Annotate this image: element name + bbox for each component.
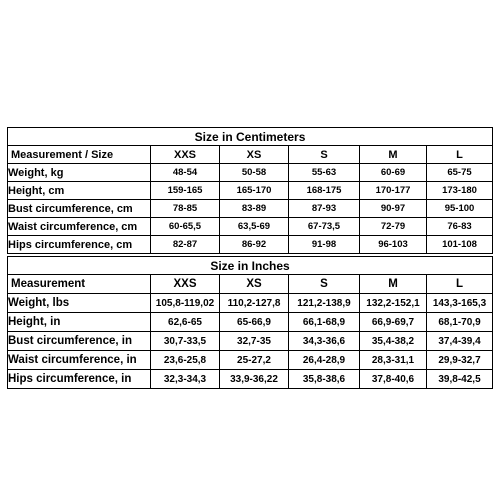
column-header-xxs: XXS [151, 146, 220, 164]
column-header-l: L [427, 146, 493, 164]
table-cell: 23,6-25,8 [151, 351, 220, 370]
table-title: Size in Inches [8, 257, 493, 275]
table-cell: 28,3-31,1 [360, 351, 427, 370]
row-label: Hips circumference, in [8, 370, 151, 389]
row-label: Waist circumference, in [8, 351, 151, 370]
table-cell: 37,4-39,4 [427, 332, 493, 351]
table-cell: 110,2-127,8 [220, 294, 289, 313]
table-row [8, 313, 493, 332]
table-cell: 159-165 [151, 182, 220, 200]
table-cell: 55-63 [289, 164, 360, 182]
column-header-xxs: XXS [151, 275, 220, 294]
table-cell: 165-170 [220, 182, 289, 200]
table-cell: 90-97 [360, 200, 427, 218]
table-cell: 26,4-28,9 [289, 351, 360, 370]
table-cell: 173-180 [427, 182, 493, 200]
table-cell: 105,8-119,02 [151, 294, 220, 313]
table-cell: 170-177 [360, 182, 427, 200]
column-header-xs: XS [220, 146, 289, 164]
table-cell: 62,6-65 [151, 313, 220, 332]
table-cell: 68,1-70,9 [427, 313, 493, 332]
row-label: Waist circumference, cm [8, 218, 151, 236]
column-header-measurement: Measurement / Size [8, 146, 151, 164]
table-cell: 76-83 [427, 218, 493, 236]
table-row [8, 218, 493, 236]
table-cell: 132,2-152,1 [360, 294, 427, 313]
table-cell: 143,3-165,3 [427, 294, 493, 313]
table-header-row [8, 146, 493, 164]
table-title: Size in Centimeters [8, 128, 493, 146]
table-row [8, 164, 493, 182]
column-header-s: S [289, 146, 360, 164]
table-cell: 65-75 [427, 164, 493, 182]
table-cell: 34,3-36,6 [289, 332, 360, 351]
table-cell: 168-175 [289, 182, 360, 200]
row-label: Height, in [8, 313, 151, 332]
table-cell: 60-69 [360, 164, 427, 182]
row-label: Hips circumference, cm [8, 236, 151, 254]
row-label: Weight, lbs [8, 294, 151, 313]
column-header-m: M [360, 146, 427, 164]
row-label: Bust circumference, in [8, 332, 151, 351]
table-cell: 87-93 [289, 200, 360, 218]
table-cell: 65-66,9 [220, 313, 289, 332]
table-header-row [8, 275, 493, 294]
table-title-row [8, 257, 493, 275]
table-cell: 63,5-69 [220, 218, 289, 236]
size-table-inches [7, 256, 493, 389]
table-cell: 30,7-33,5 [151, 332, 220, 351]
table-cell: 78-85 [151, 200, 220, 218]
row-label: Height, cm [8, 182, 151, 200]
table-cell: 29,9-32,7 [427, 351, 493, 370]
table-cell: 96-103 [360, 236, 427, 254]
table-cell: 72-79 [360, 218, 427, 236]
table-row [8, 294, 493, 313]
table-cell: 35,8-38,6 [289, 370, 360, 389]
table-row [8, 332, 493, 351]
table-row [8, 370, 493, 389]
row-label: Bust circumference, cm [8, 200, 151, 218]
table-cell: 82-87 [151, 236, 220, 254]
table-title-row [8, 128, 493, 146]
table-cell: 50-58 [220, 164, 289, 182]
table-cell: 37,8-40,6 [360, 370, 427, 389]
table-cell: 101-108 [427, 236, 493, 254]
table-cell: 25-27,2 [220, 351, 289, 370]
table-cell: 121,2-138,9 [289, 294, 360, 313]
column-header-measurement: Measurement [8, 275, 151, 294]
column-header-xs: XS [220, 275, 289, 294]
size-table-centimeters [7, 127, 493, 254]
row-label: Weight, kg [8, 164, 151, 182]
table-cell: 67-73,5 [289, 218, 360, 236]
table-cell: 60-65,5 [151, 218, 220, 236]
table-cell: 39,8-42,5 [427, 370, 493, 389]
table-cell: 95-100 [427, 200, 493, 218]
table-cell: 83-89 [220, 200, 289, 218]
table-row [8, 200, 493, 218]
table-row [8, 236, 493, 254]
table-row [8, 182, 493, 200]
table-cell: 66,1-68,9 [289, 313, 360, 332]
table-cell: 91-98 [289, 236, 360, 254]
table-cell: 66,9-69,7 [360, 313, 427, 332]
column-header-m: M [360, 275, 427, 294]
table-row [8, 351, 493, 370]
table-cell: 35,4-38,2 [360, 332, 427, 351]
table-cell: 32,3-34,3 [151, 370, 220, 389]
column-header-s: S [289, 275, 360, 294]
column-header-l: L [427, 275, 493, 294]
table-cell: 33,9-36,22 [220, 370, 289, 389]
table-cell: 48-54 [151, 164, 220, 182]
table-cell: 86-92 [220, 236, 289, 254]
table-cell: 32,7-35 [220, 332, 289, 351]
